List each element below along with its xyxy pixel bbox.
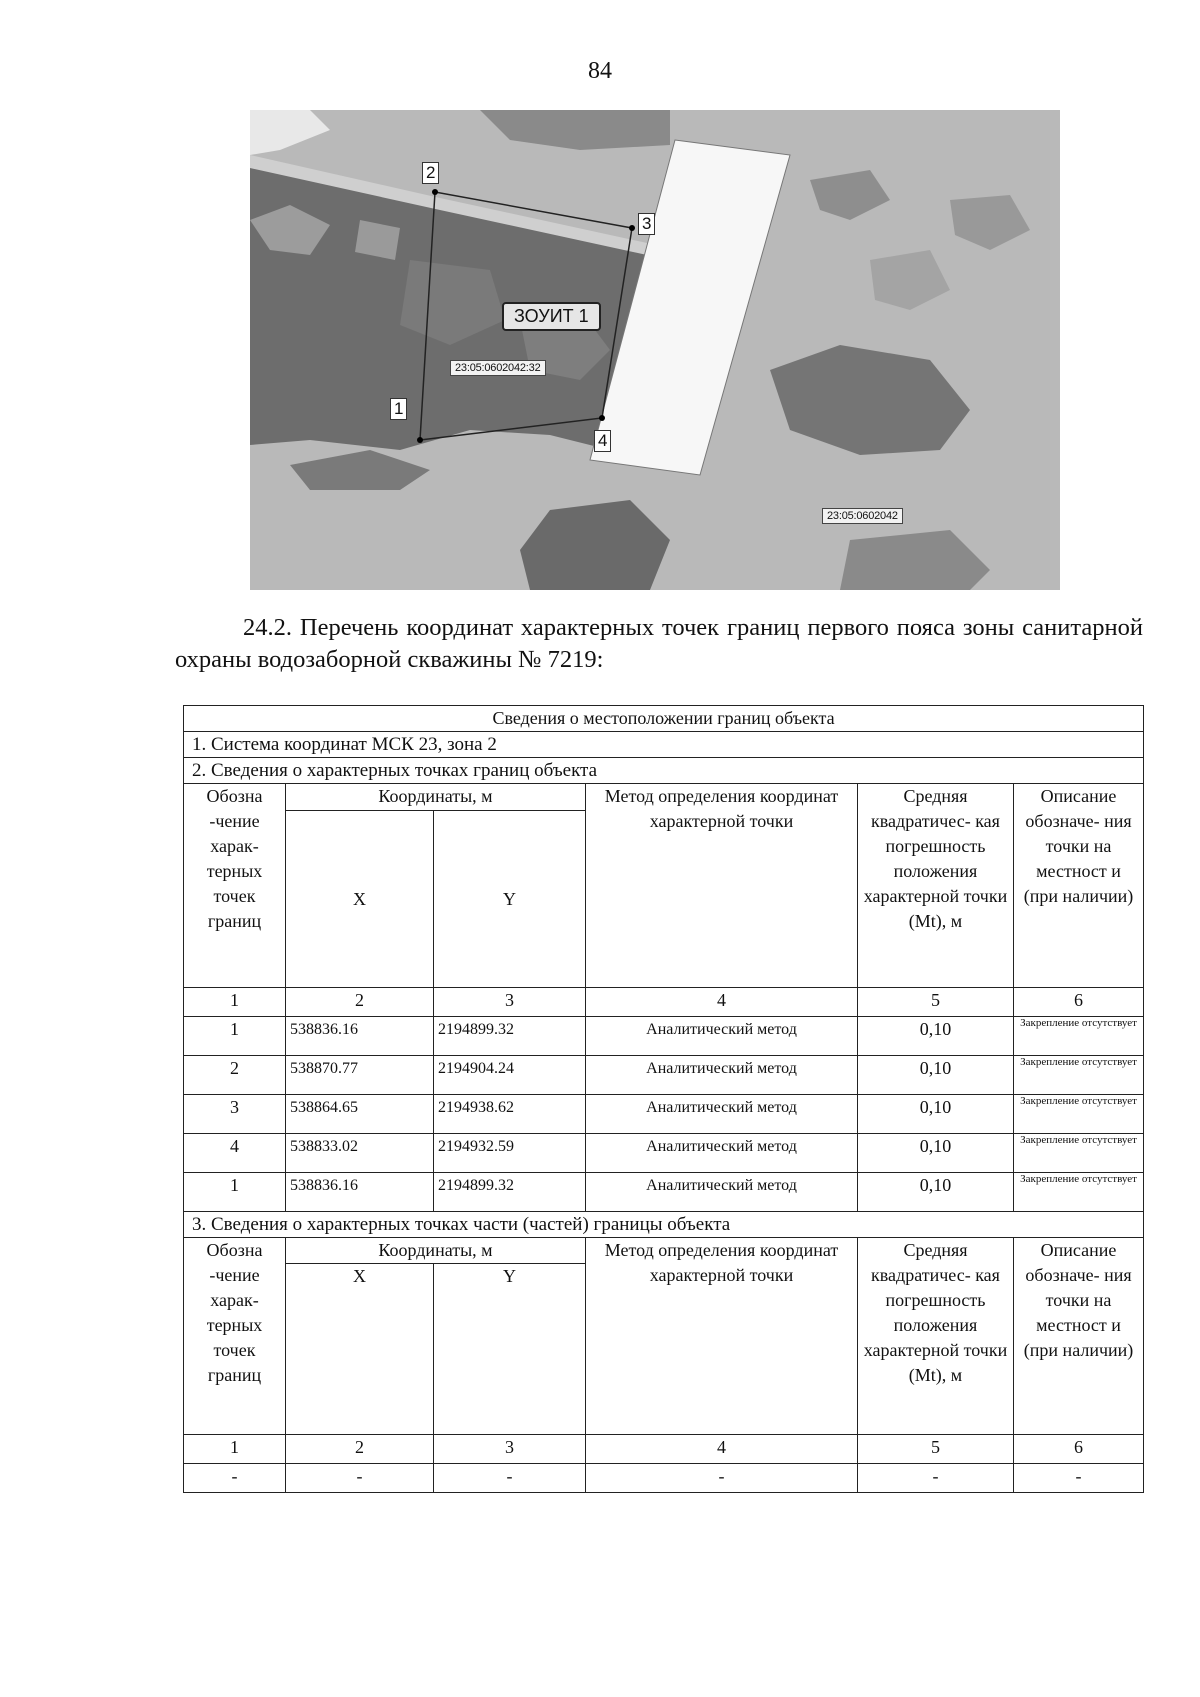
header-y: Y [434,1264,586,1435]
point-description: Закрепление отсутствует [1014,1017,1144,1056]
method: Аналитический метод [586,1056,858,1095]
header-method: Метод определения координат характерной точки [586,1238,858,1435]
empty-cell: - [184,1464,286,1493]
table-title: Сведения о местоположении границ объекта [184,706,1144,732]
method: Аналитический метод [586,1095,858,1134]
col-number: 6 [1014,1435,1144,1464]
empty-cell: - [1014,1464,1144,1493]
point-id: 1 [184,1017,286,1056]
table-row [184,1134,1144,1173]
coordinate-system-row: 1. Система координат МСК 23, зона 2 [184,732,1144,758]
point-description: Закрепление отсутствует [1014,1056,1144,1095]
point-description: Закрепление отсутствует [1014,1134,1144,1173]
col-number: 1 [184,988,286,1017]
empty-cell: - [434,1464,586,1493]
header-designation: Обозна -чение харак- терных точек границ [184,1238,286,1435]
page-number: 84 [588,58,612,84]
error-mt: 0,10 [858,1017,1014,1056]
coord-y: 2194938.62 [434,1095,586,1134]
header-error: Средняя квадратичес- кая погрешность положения характерной точки (Mt), м [858,784,1014,988]
method: Аналитический метод [586,1173,858,1212]
header-error: Средняя квадратичес- кая погрешность положения характерной точки (Mt), м [858,1238,1014,1435]
header-designation: Обозна -чение харак- терных точек границ [184,784,286,988]
coord-y: 2194932.59 [434,1134,586,1173]
col-number: 2 [286,988,434,1017]
cadastral-label-block: 23:05:0602042 [822,508,903,524]
method: Аналитический метод [586,1134,858,1173]
map-point-label-1: 1 [390,398,407,420]
table-row [184,1095,1144,1134]
map-point-label-2: 2 [422,162,439,184]
header-description: Описание обозначе- ния точки на местност и (при наличии) [1014,1238,1144,1435]
header-x: X [286,1264,434,1435]
map-point-label-3: 3 [638,213,655,235]
section-2-title: 2. Сведения о характерных точках границ объекта [184,758,1144,784]
error-mt: 0,10 [858,1095,1014,1134]
col-number: 5 [858,988,1014,1017]
error-mt: 0,10 [858,1134,1014,1173]
cadastral-map [250,110,1060,590]
error-mt: 0,10 [858,1173,1014,1212]
header-x: X [286,811,434,988]
table-row [184,1056,1144,1095]
coord-x: 538833.02 [286,1134,434,1173]
coord-y: 2194899.32 [434,1017,586,1056]
col-number: 2 [286,1435,434,1464]
coord-x: 538836.16 [286,1017,434,1056]
coordinates-table [183,705,1144,1493]
cadastral-label-parcel: 23:05:0602042:32 [450,360,546,376]
point-description: Закрепление отсутствует [1014,1173,1144,1212]
col-number: 6 [1014,988,1144,1017]
col-number: 3 [434,1435,586,1464]
header-coordinates: Координаты, м [286,784,586,811]
error-mt: 0,10 [858,1056,1014,1095]
coord-y: 2194899.32 [434,1173,586,1212]
header-description: Описание обозначе- ния точки на местност и (при наличии) [1014,784,1144,988]
table-row [184,1173,1144,1212]
col-number: 5 [858,1435,1014,1464]
map-imagery [250,110,1060,590]
col-number: 4 [586,988,858,1017]
point-id: 2 [184,1056,286,1095]
header-y: Y [434,811,586,988]
point-id: 3 [184,1095,286,1134]
map-point-label-4: 4 [594,430,611,452]
empty-cell: - [858,1464,1014,1493]
header-coordinates: Координаты, м [286,1238,586,1264]
coord-x: 538864.65 [286,1095,434,1134]
coord-x: 538870.77 [286,1056,434,1095]
empty-cell: - [586,1464,858,1493]
zone-label: ЗОУИТ 1 [502,302,601,331]
table-row [184,1464,1144,1493]
section-3-title: 3. Сведения о характерных точках части (частей) границы объекта [184,1212,1144,1238]
col-number: 3 [434,988,586,1017]
table-row [184,1017,1144,1056]
col-number: 1 [184,1435,286,1464]
point-id: 1 [184,1173,286,1212]
header-method: Метод определения координат характерной точки [586,784,858,988]
point-description: Закрепление отсутствует [1014,1095,1144,1134]
coord-y: 2194904.24 [434,1056,586,1095]
point-id: 4 [184,1134,286,1173]
section-heading: 24.2. Перечень координат характерных точек границ первого пояса зоны санитарной охраны водозаборной скважины № 7219: [175,614,1143,673]
col-number: 4 [586,1435,858,1464]
coord-x: 538836.16 [286,1173,434,1212]
empty-cell: - [286,1464,434,1493]
method: Аналитический метод [586,1017,858,1056]
